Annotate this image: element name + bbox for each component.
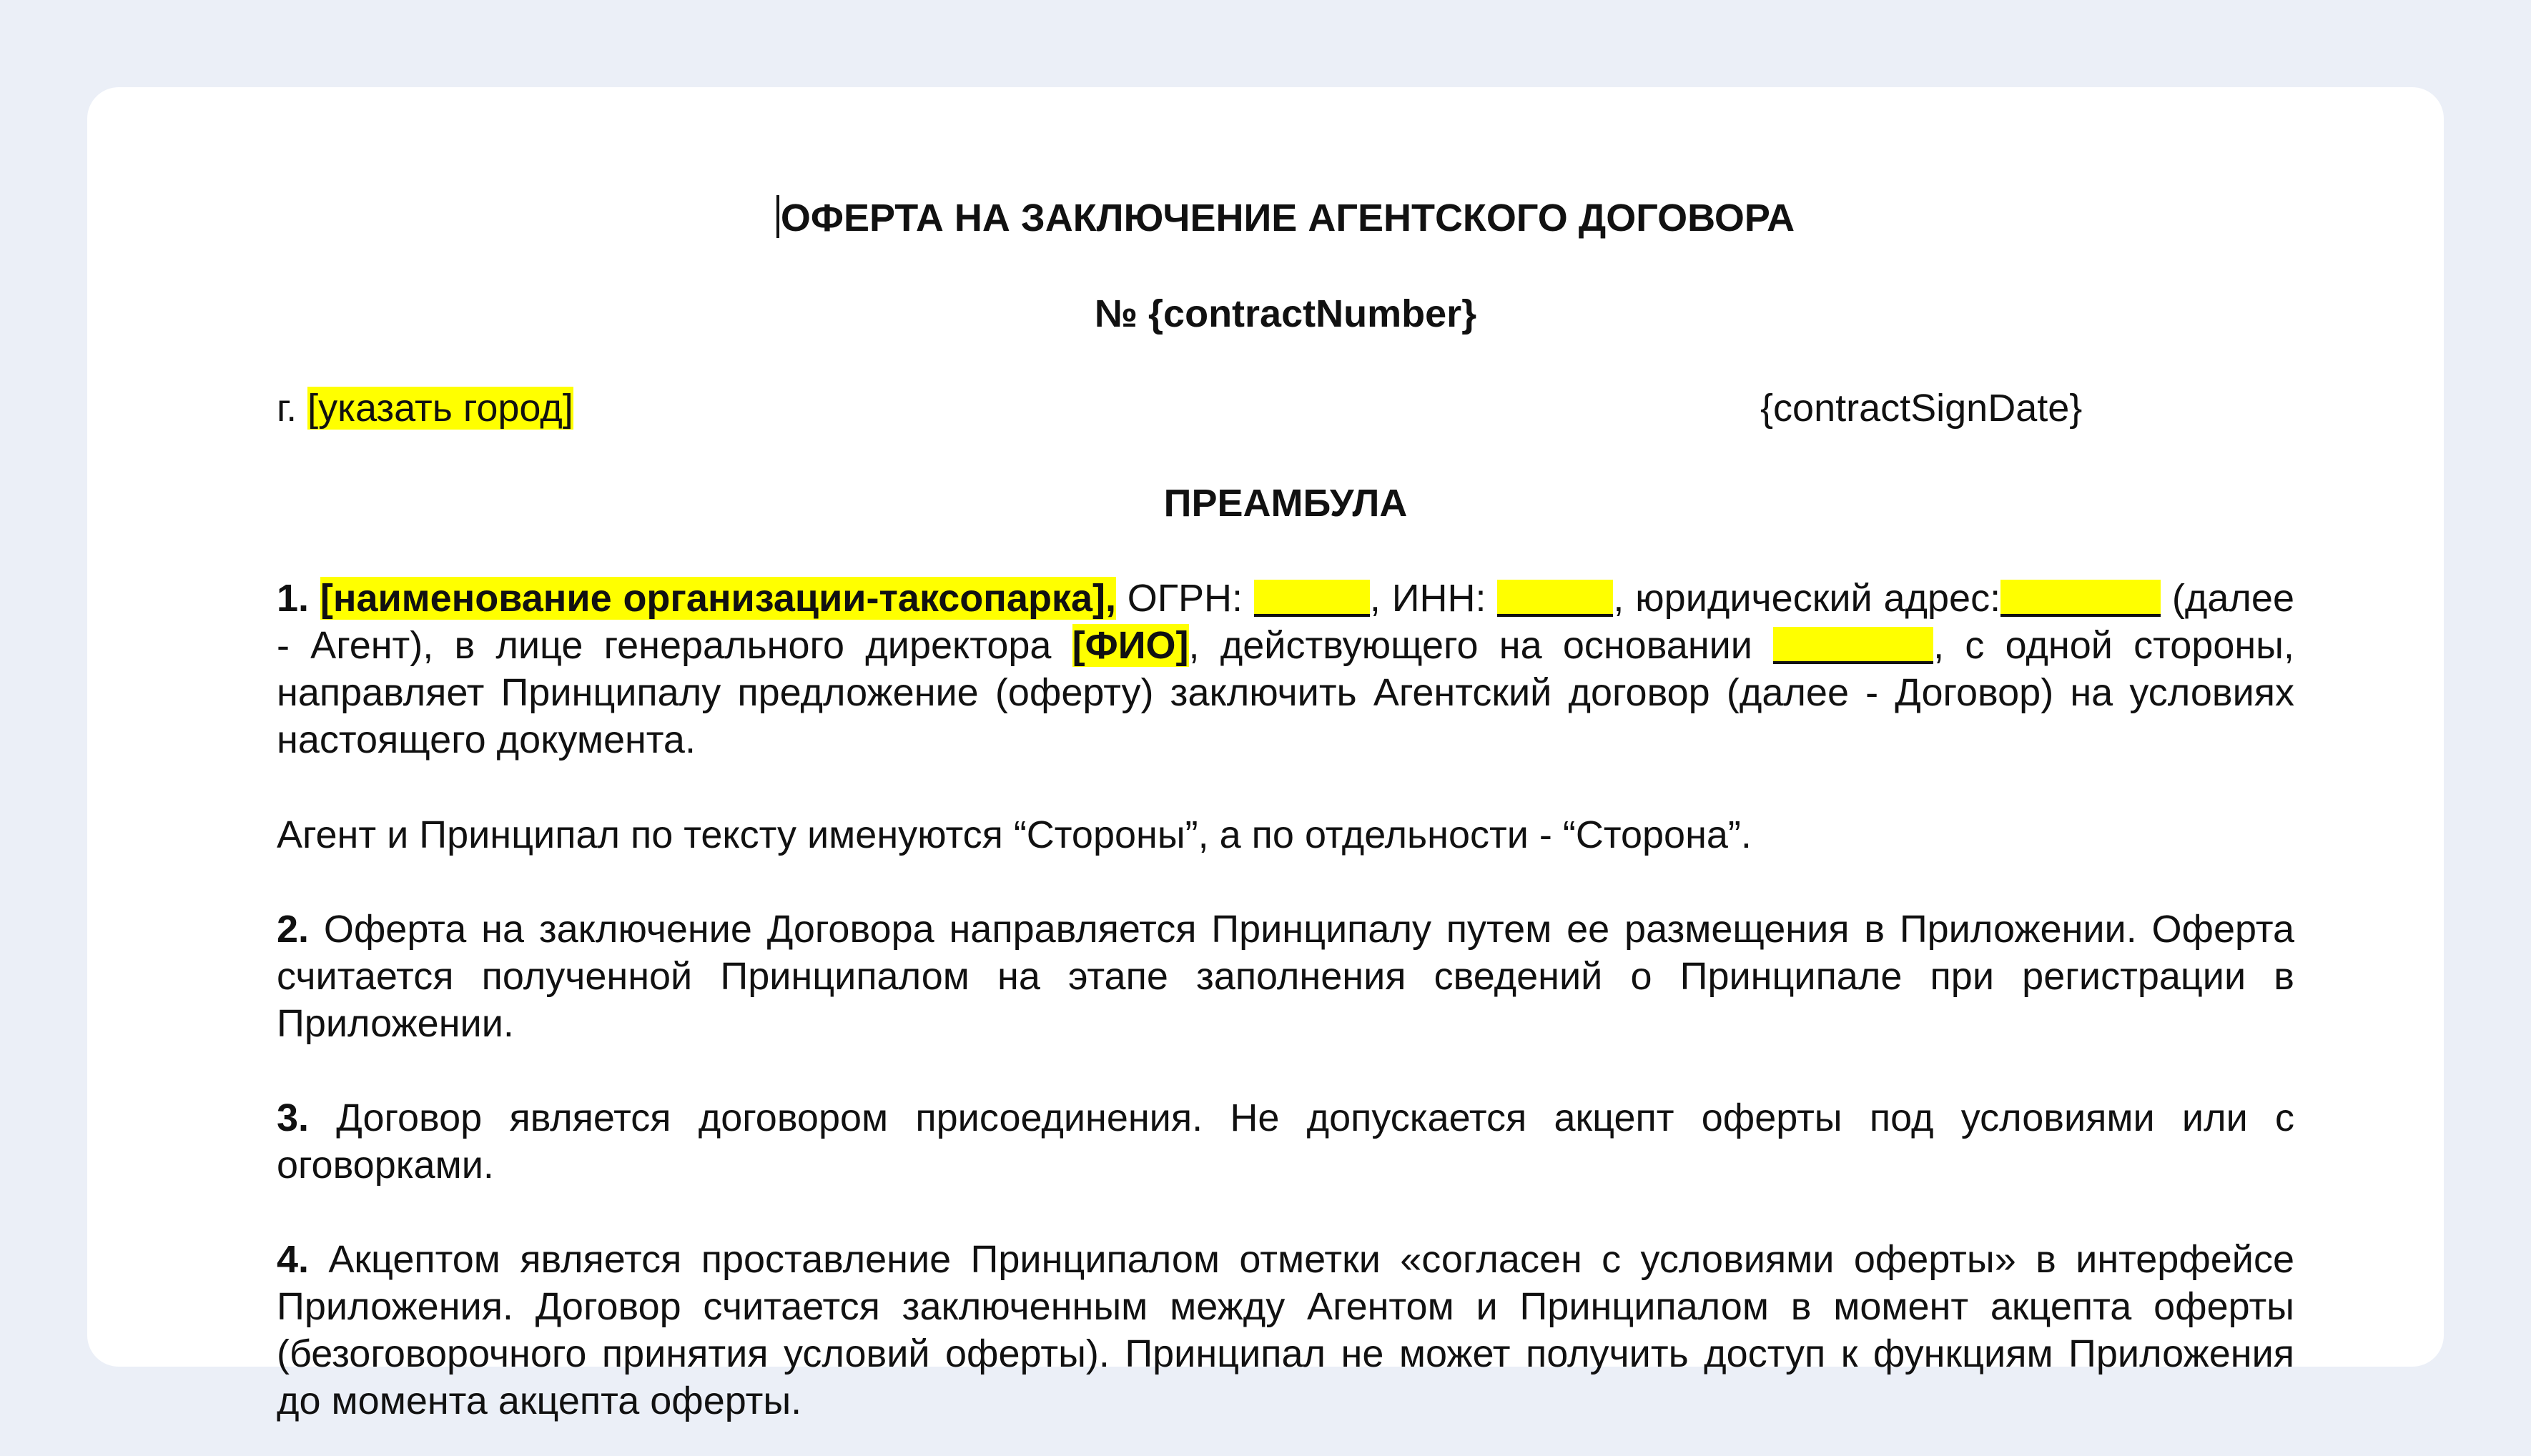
paragraph-number: 1. (277, 577, 320, 620)
paragraph-number: 2. (277, 908, 310, 951)
ogrn-blank (1254, 580, 1370, 617)
contract-number: № {contractNumber} (1094, 292, 1477, 335)
ogrn-label: ОГРН: (1115, 577, 1254, 620)
paragraph-4 (277, 1236, 2294, 1425)
document-title: ОФЕРТА НА ЗАКЛЮЧЕНИЕ АГЕНТСКОГО ДОГОВОРА (277, 194, 2294, 242)
organization-placeholder: [наименование организации-таксопарка], (320, 577, 1116, 620)
paragraph-text: Оферта на заключение Договора направляется Принципалу путем ее размещения в Приложении. Оферта считается полученной Принципалом на этапе заполнения сведений о Принципале при регистрации в Приложении. (277, 908, 2294, 1045)
inn-label: , ИНН: (1369, 577, 1498, 620)
paragraph-text: Договор является договором присоединения. Не допускается акцепт оферты под условиями или с оговорками. (277, 1096, 2294, 1187)
paragraph-text: (далее - Агент), в лице генерального директора (277, 577, 2294, 667)
city-date-row (277, 385, 2294, 432)
paragraph-3 (277, 1094, 2294, 1189)
paragraph-number: 4. (277, 1238, 310, 1281)
address-label: , юридический адрес: (1613, 577, 2001, 620)
basis-blank (1773, 627, 1933, 664)
paragraph-text: , с одной стороны, направляет Принципалу предложение (оферту) заключить Агентский договор (далее - Договор) на условиях настоящего документа. (277, 624, 2294, 761)
contract-sign-date: {contractSignDate} (1760, 387, 2083, 430)
fio-placeholder: [ФИО] (1072, 624, 1189, 667)
paragraph-text: Акцептом является проставление Принципалом отметки «согласен с условиями оферты» в интерфейсе Приложения. Договор считается заключенным между Агентом и Принципалом в момент акцепта оферты (безоговорочного принятия условий оферты). Принципал не может получить доступ к функциям Приложения до момента акцепта оферты. (277, 1238, 2294, 1422)
paragraph-number: 3. (277, 1096, 310, 1139)
section-heading: ПРЕАМБУЛА (1163, 482, 1408, 525)
document-card (87, 87, 2444, 1422)
paragraph-2 (277, 906, 2294, 1047)
city-label: г. (277, 387, 308, 430)
address-blank (2000, 580, 2161, 617)
paragraph-parties: Агент и Принципал по тексту именуются “Стороны”, а по отдельности - “Сторона”. (277, 813, 1752, 856)
paragraph-text: , действующего на основании (1188, 624, 1774, 667)
inn-blank (1497, 580, 1613, 617)
paragraph-1 (277, 575, 2294, 763)
text-cursor (776, 195, 779, 238)
city-placeholder: [указать город] (307, 387, 573, 430)
